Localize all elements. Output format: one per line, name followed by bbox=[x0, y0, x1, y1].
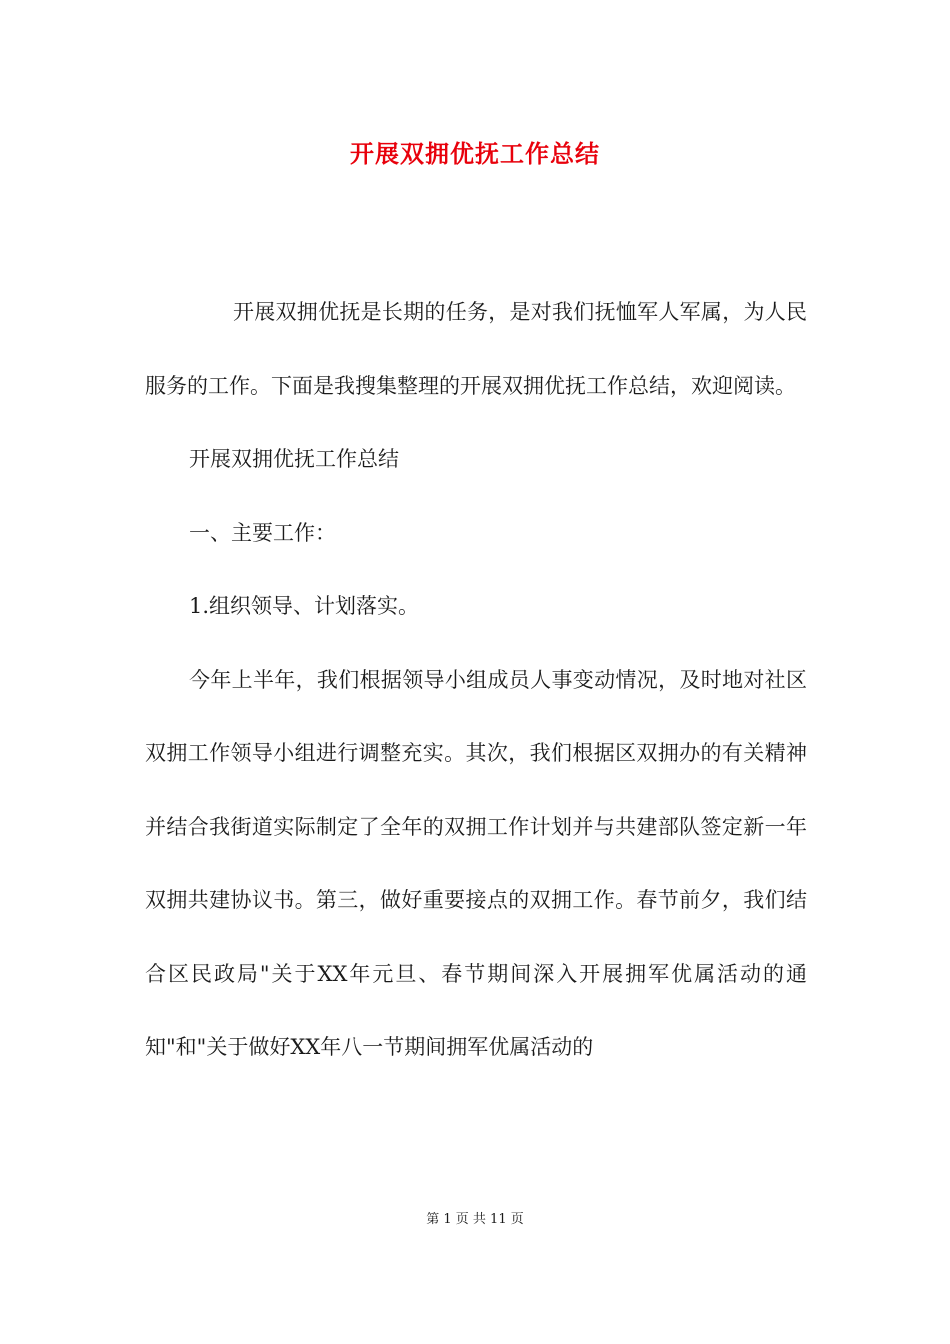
section-heading: 开展双拥优抚工作总结 bbox=[189, 447, 399, 471]
document-title: 开展双拥优抚工作总结 bbox=[350, 139, 600, 168]
body-paragraph: 今年上半年，我们根据领导小组成员人事变动情况，及时地对社区双拥工作领导小组进行调整充实。其次，我们根据区双拥办的有关精神并结合我街道实际制定了全年的双拥工作计划并与共建部队签定新一年双拥共建协议书。第三，做好重要接点的双拥工作。春节前夕，我们结合区民政局"关于XX年元旦、春节期间深入开展拥军优属活动的通知"和"关于做好XX年八一节期间拥军优属活动的 bbox=[145, 667, 807, 1059]
page-number: 第 1 页 共 11 页 bbox=[426, 1212, 524, 1227]
intro-paragraph: 开展双拥优抚是长期的任务，是对我们抚恤军人军属，为人民服务的工作。下面是我搜集整理的开展双拥优抚工作总结，欢迎阅读。 bbox=[145, 300, 807, 398]
subsection-heading: 一、主要工作： bbox=[189, 520, 336, 545]
document-body bbox=[145, 276, 807, 1085]
item-heading: 1.组织领导、计划落实。 bbox=[189, 594, 420, 618]
